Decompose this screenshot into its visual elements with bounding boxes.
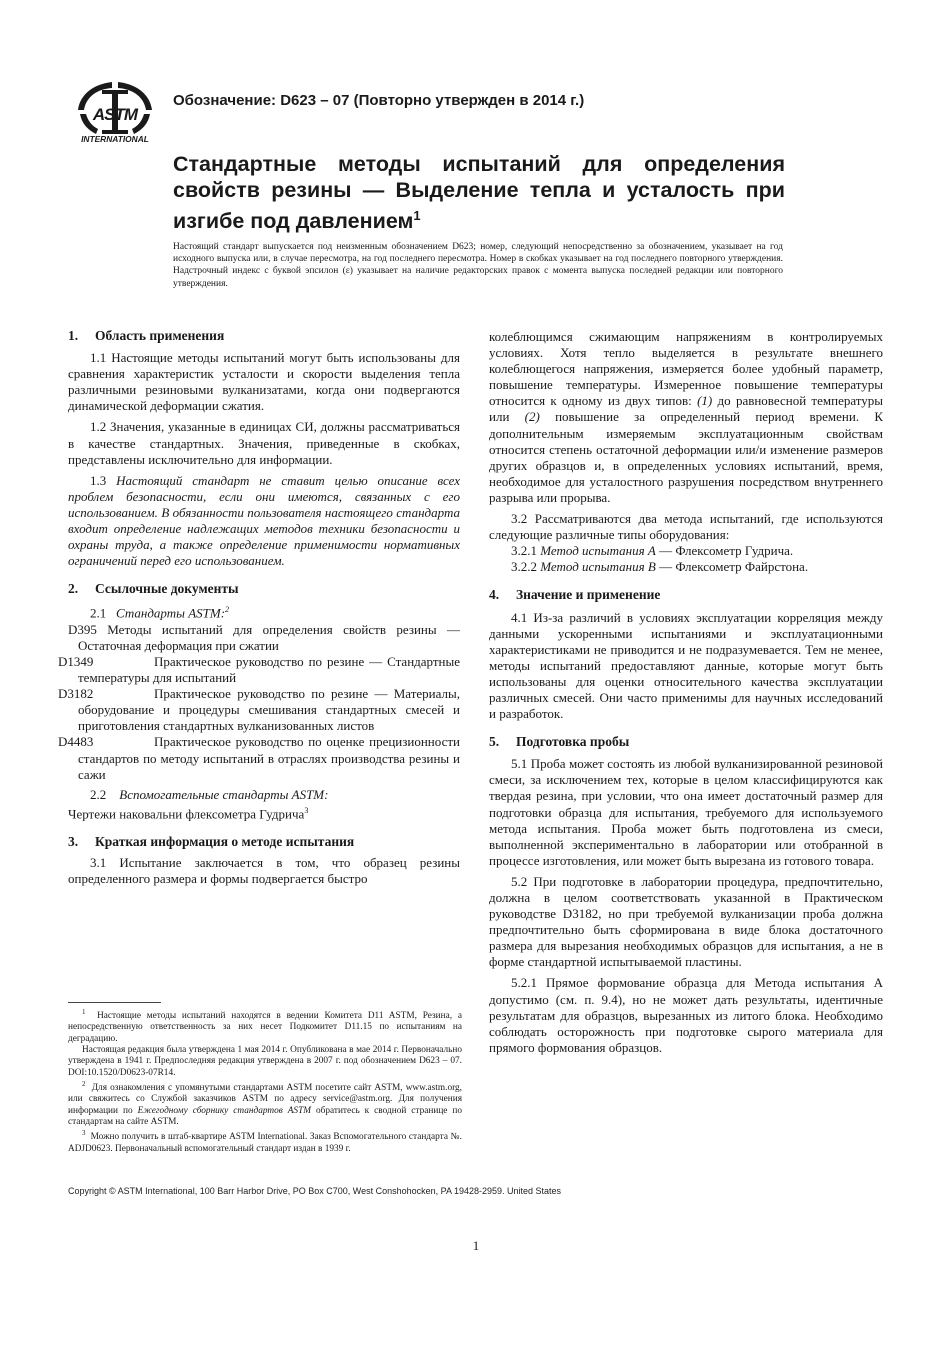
- method-a-label: Метод испытания A: [540, 543, 656, 559]
- section-1-number: 1.: [68, 328, 79, 343]
- para-1-3-number: 1.3: [90, 472, 107, 488]
- section-3-number: 3.: [68, 834, 79, 850]
- option-1-marker: (1): [697, 393, 713, 409]
- section-2-heading: [68, 581, 460, 597]
- reference-item: [58, 686, 460, 734]
- reference-code: D3182: [58, 686, 94, 702]
- para-3-2-2-number: 3.2.2: [511, 559, 537, 575]
- para-5-2: 5.2 При подготовке в лаборатории процедура, предпочтительно, должна в целом соответствовать указанной в Практическом руководстве D3182, но при требуемой вулканизации проба должна предпочтительно быть сформирована в виде блока достаточного размера для вырезания необходимых образцов для испытания, а не в форме стандартной испытываемой пластины.: [489, 873, 883, 970]
- footnote-rule: [68, 1002, 161, 1003]
- section-2-number: 2.: [68, 581, 79, 597]
- reference-item: [68, 622, 460, 654]
- para-2-2-text: Вспомогательные стандарты ASTM:: [119, 786, 329, 802]
- reference-item: [58, 654, 460, 686]
- para-3-1-continued: [489, 329, 883, 506]
- reference-title: Практическое руководство по резине — Материалы, оборудование и процедуры смешивания стандартных смесей и приготовления стандартных вулканизованных листов: [78, 686, 460, 734]
- option-2-marker: (2): [524, 409, 540, 425]
- reference-item: [58, 734, 460, 782]
- section-5-number: 5.: [489, 734, 500, 750]
- title-footnote-ref: 1: [413, 208, 421, 223]
- astm-logo: [72, 80, 158, 144]
- para-1-1: 1.1 Настоящие методы испытаний могут быть использованы для сравнения характеристик усталости и скорости выделения тепла различными резиновыми вулканизатами, когда они подвергаются динамической деформации сжатия.: [68, 350, 460, 414]
- para-5-2-1: 5.2.1 Прямое формование образца для Метода испытания A допустимо (см. п. 9.4), но не может дать результаты, идентичные результатам для образцов, вырезанных из литого блока. Необходимо соблюдать осторожность при подготовке сырого материала для прямого формования образцов.: [489, 975, 883, 1055]
- para-4-1: 4.1 Из-за различий в условиях эксплуатации корреляция между данными ускоренными испытаниями и эксплуатационными характеристиками не приводится и не подразумевается. Тем не менее, методы испытаний предоставляют данные, которые могут быть использованы для оценки относительного качества эксплуатации различных смесей. Они часто применимы для научных исследований и разработок.: [489, 609, 883, 722]
- method-b-text: — Флексометр Файрстона.: [659, 559, 809, 575]
- section-1-heading: [68, 328, 460, 344]
- reference-title: Практическое руководство по оценке прецизионности стандартов по методу испытаний в отраслях производства резины и сажи: [78, 734, 460, 782]
- para-2-1-footnote-ref: 2: [225, 605, 230, 615]
- adjunct-footnote-ref: 3: [304, 805, 309, 815]
- adjunct-item: [68, 803, 460, 822]
- footnote-1-marker: 1: [82, 1008, 86, 1016]
- logo-text: ASTM: [92, 105, 138, 124]
- para-3-1-text-c: повышение за определенный период времени. К дополнительным измеряемым эксплуатационным свойствам относится степень остаточной деформации или/и изменение размеров других образцов и, в определенных условиях испытаний, время, необходимое для усталостного разрушения посредством внутреннего разрыва или прорыва.: [489, 409, 883, 505]
- para-3-1-text-a: колеблющимся сжимающим напряжениям в контролируемых условиях. Хотя тепло выделяется в результате внешнего колеблющегося напряжения, измеряется более удобный параметр, повышение температуры. Измеренное повышение температуры относится к одному из двух типов:: [489, 329, 883, 409]
- para-2-1-number: 2.1: [90, 605, 107, 621]
- para-2-2: [68, 787, 460, 803]
- logo-subtext: INTERNATIONAL: [81, 134, 149, 144]
- para-3-2-1: [489, 543, 883, 559]
- method-a-text: — Флексометр Гудрича.: [659, 543, 794, 559]
- para-1-3-text: Настоящий стандарт не ставит целью описание всех проблем безопасности, если они имеются, связанных с его использованием. В обязанности пользователя настоящего стандарта входит определение надлежащих методов техники безопасности и охраны труда, а также определение применимости нормативных ограничений перед его использованием.: [68, 472, 460, 569]
- method-b-label: Метод испытания B: [540, 559, 656, 575]
- footnote-2-marker: 2: [82, 1079, 86, 1088]
- section-4-heading: [489, 587, 883, 603]
- title-text: Стандартные методы испытаний для определения свойств резины — Выделение тепла и усталость при изгибе под давлением: [173, 152, 785, 234]
- standard-notice: Настоящий стандарт выпускается под неизменным обозначением D623; номер, следующий непосредственно за обозначением, указывает на год исходного выпуска или, в случае пересмотра, на год последнего пересмотра. Номер в скобках указывает на год последнего повторного утверждения. Надстрочный индекс с буквой эпсилон (ε) указывает на наличие редакторских правок с момента выпуска последней редакции или повторного утверждения.: [173, 242, 783, 289]
- para-3-1: 3.1 Испытание заключается в том, что образец резины определенного размера и формы подвергается быстро: [68, 855, 460, 887]
- footnote-3-marker: 3: [82, 1129, 86, 1138]
- section-4-number: 4.: [489, 587, 500, 603]
- section-2-title: Ссылочные документы: [95, 581, 239, 597]
- reference-title: Методы испытаний для определения свойств резины — Остаточная деформация при сжатии: [78, 621, 460, 653]
- footnotes: [68, 1007, 462, 1155]
- footnote-3-text: Можно получить в штаб-квартире ASTM International. Заказ Вспомогательного стандарта №. ADJD0623. Первоначальный вспомогательный стандарт издан в 1939 г.: [68, 1132, 462, 1154]
- section-3-heading: [68, 834, 460, 850]
- page-number: 1: [472, 1238, 480, 1253]
- para-3-2-2: [489, 559, 883, 575]
- left-column: [58, 328, 460, 888]
- para-2-1-text: Стандарты ASTM:: [116, 605, 226, 621]
- footnote-1-text: Настоящие методы испытаний находятся в ведении Комитета D11 ASTM, Резина, а непосредственную ответственность за них несет Подкомитет D11.15 по испытаниям на деградацию.: [68, 1011, 462, 1044]
- footnote-3: [68, 1128, 462, 1155]
- para-5-1: 5.1 Проба может состоять из любой вулканизированной резиновой смеси, за исключением тех, которые в целом классифицируются как твердая резина, при условии, что она имеет достаточный размер для подготовки образца для испытания, требуемого для используемого метода испытания. Проба может быть подготовлена из смеси, выполненной экспериментально в лаборатории или отобранной в процессе изготовления, или может быть вырезана из готового товара.: [489, 756, 883, 868]
- footnote-2-italic: Ежегодному сборнику стандартов ASTM: [137, 1105, 311, 1116]
- reference-code: D395: [68, 621, 97, 637]
- copyright: Copyright © ASTM International, 100 Barr Harbor Drive, PO Box C700, West Conshohocken, PA 19428-2959. United States: [68, 1186, 562, 1196]
- section-4-title: Значение и применение: [516, 587, 661, 603]
- para-2-2-number: 2.2: [90, 786, 107, 802]
- footnote-2: [68, 1079, 462, 1128]
- footnote-2-text-end: обратитесь к сводной странице по стандартам на сайте ASTM.: [68, 1105, 463, 1127]
- page-title: [173, 151, 785, 234]
- para-1-2: 1.2 Значения, указанные в единицах СИ, должны рассматриваться в качестве стандартных. Значения, приведенные в скобках, представлены исключительно для информации.: [68, 419, 460, 467]
- footnote-1b: Настоящая редакция была утверждена 1 мая 2014 г. Опубликована в мае 2014 г. Первоначально утверждена в 1941 г. Предпоследняя редакция утверждена в 2007 г. под обозначением D623 – 07. DOI:10.1520/D0623-07R14.: [68, 1044, 462, 1078]
- para-2-1: [68, 602, 460, 621]
- reference-code: D4483: [58, 734, 94, 750]
- para-3-2-1-number: 3.2.1: [511, 543, 537, 559]
- para-3-2: 3.2 Рассматриваются два метода испытаний, где используются следующие различные типы оборудования:: [489, 511, 883, 543]
- right-column: [489, 329, 883, 1056]
- designation: Обозначение: D623 – 07 (Повторно утвержден в 2014 г.): [173, 92, 585, 109]
- footnote-2-text: Для ознакомления с упомянутыми стандартами ASTM посетите сайт ASTM, www.astm.org, или свяжитесь со Службой заказчиков ASTM по адресу service@astm.org. Для получения информации по: [68, 1082, 462, 1116]
- adjunct-title: Чертежи наковальни флексометра Гудрича: [68, 806, 305, 822]
- footnote-1: [68, 1007, 462, 1045]
- section-1-title: Область применения: [95, 328, 225, 343]
- section-5-title: Подготовка пробы: [516, 734, 630, 750]
- reference-title: Практическое руководство по резине — Стандартные температуры для испытаний: [78, 654, 460, 686]
- section-5-heading: [489, 734, 883, 750]
- para-1-3: [68, 473, 460, 570]
- reference-code: D1349: [58, 654, 94, 670]
- para-3-1-text-b: до равновесной температуры или: [489, 393, 884, 425]
- section-3-title: Краткая информация о методе испытания: [95, 834, 355, 850]
